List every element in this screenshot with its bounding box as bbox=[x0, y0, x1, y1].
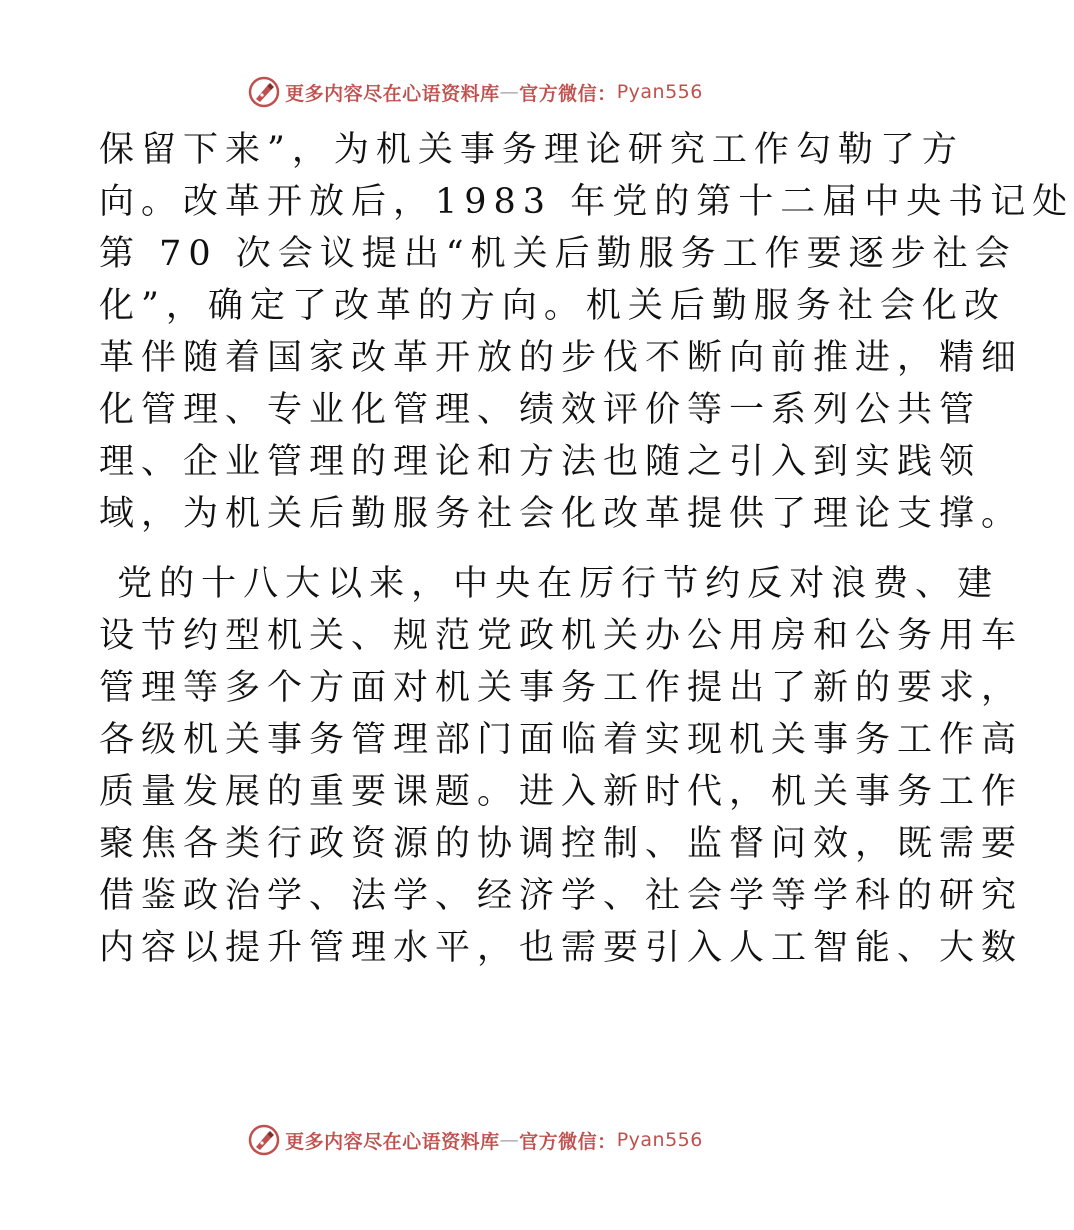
banner-separator: — bbox=[499, 1129, 520, 1151]
wechat-id: Pyan556 bbox=[616, 81, 703, 103]
text-line: 设节约型机关、规范党政机关办公用房和公务用车 bbox=[99, 616, 1024, 656]
text-line: 质量发展的重要课题。进入新时代，机关事务工作 bbox=[99, 772, 1024, 812]
text-line: 化管理、专业化管理、绩效评价等一系列公共管 bbox=[99, 390, 982, 430]
footer-banner bbox=[0, 1120, 950, 1160]
text-line: 化”，确定了改革的方向。机关后勤服务社会化改 bbox=[99, 286, 1006, 326]
promo-text: 更多内容尽在心语资料库 bbox=[285, 1130, 500, 1153]
header-banner bbox=[0, 72, 950, 112]
document-body bbox=[99, 124, 1074, 974]
text-line: 党的十八大以来，中央在厉行节约反对浪费、建 bbox=[99, 564, 1000, 604]
text-line: 第 70 次会议提出“机关后勤服务工作要逐步社会 bbox=[99, 234, 1017, 274]
pen-nib-logo-icon bbox=[247, 75, 281, 109]
promo-text: 更多内容尽在心语资料库 bbox=[285, 82, 500, 105]
wechat-label: 官方微信： bbox=[519, 82, 617, 105]
text-line: 保留下来”，为机关事务理论研究工作勾勒了方 bbox=[99, 130, 964, 170]
text-line: 向。改革开放后，1983 年党的第十二届中央书记处 bbox=[99, 182, 1074, 222]
paragraph-2 bbox=[99, 558, 1024, 974]
text-line: 域，为机关后勤服务社会化改革提供了理论支撑。 bbox=[99, 494, 1024, 534]
wechat-label: 官方微信： bbox=[519, 1130, 617, 1153]
text-line: 理、企业管理的理论和方法也随之引入到实践领 bbox=[99, 442, 982, 482]
text-line: 内容以提升管理水平，也需要引入人工智能、大数 bbox=[99, 928, 1024, 968]
paragraph-1 bbox=[99, 124, 1074, 540]
text-line: 革伴随着国家改革开放的步伐不断向前推进，精细 bbox=[99, 338, 1024, 378]
banner-separator: — bbox=[499, 81, 520, 103]
paragraph-gap bbox=[99, 540, 869, 558]
text-line: 管理等多个方面对机关事务工作提出了新的要求， bbox=[99, 668, 1024, 708]
text-line: 借鉴政治学、法学、经济学、社会学等学科的研究 bbox=[99, 876, 1024, 916]
pen-nib-logo-icon bbox=[247, 1123, 281, 1157]
text-line: 聚焦各类行政资源的协调控制、监督问效，既需要 bbox=[99, 824, 1024, 864]
wechat-id: Pyan556 bbox=[616, 1129, 703, 1151]
text-line: 各级机关事务管理部门面临着实现机关事务工作高 bbox=[99, 720, 1024, 760]
